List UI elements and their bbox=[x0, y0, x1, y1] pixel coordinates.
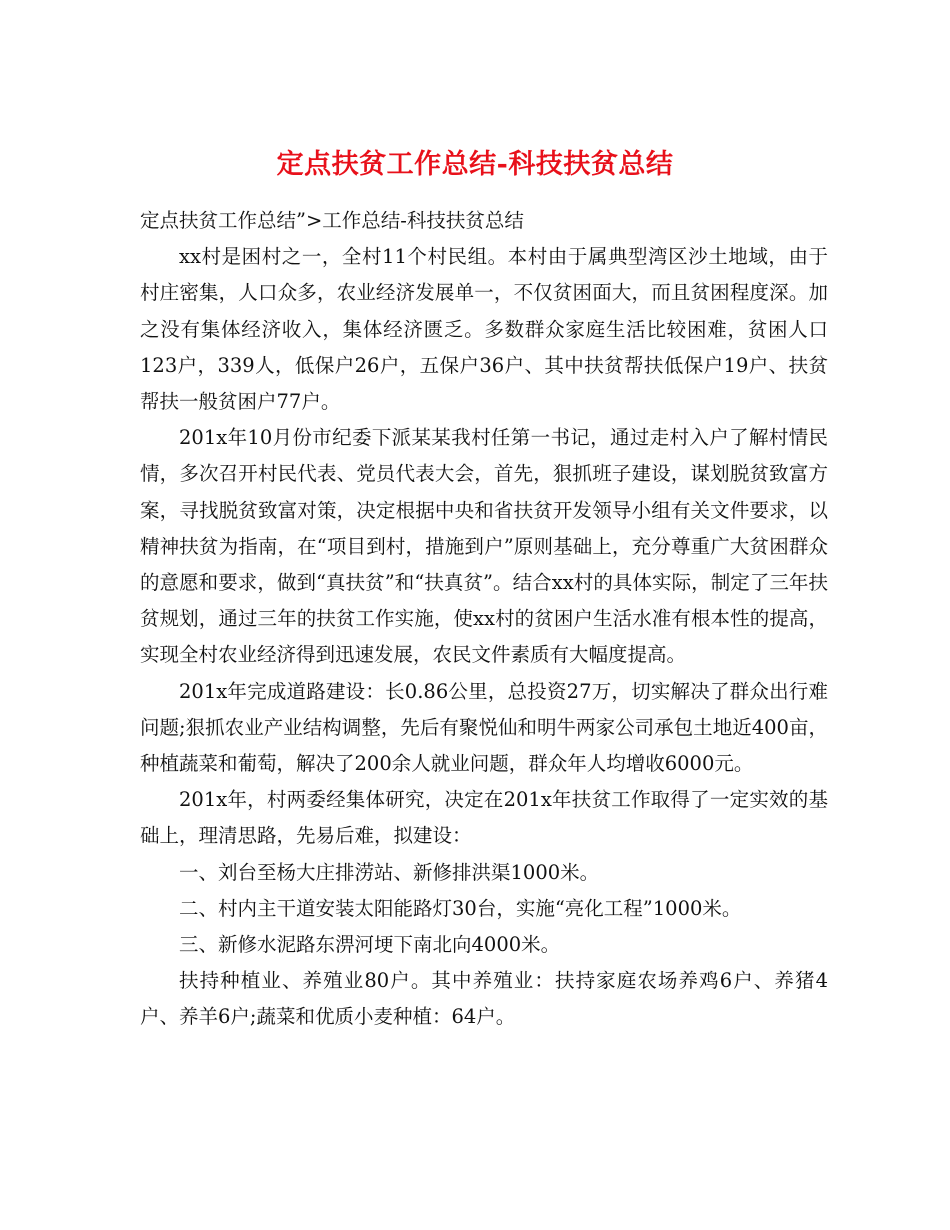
list-item-street-lights: 二、村内主干道安装太阳能路灯30台，实施“亮化工程”1000米。 bbox=[179, 896, 742, 920]
paragraph-village-overview: xx村是困村之一，全村11个村民组。本村由于属典型湾区沙土地域，由于村庄密集，人口众多，农业经济发展单一，不仅贫困面大，而且贫困程度深。加之没有集体经济收入，集体经济匮乏。多数群众家庭生活比较困难，贫困人口123户，339人，低保户26户，五保户36户、其中扶贫帮扶低保户19户、扶贫帮扶一般贫困户77户。 bbox=[140, 245, 828, 414]
paragraph-plan-intro: 201x年，村两委经集体研究，决定在201x年扶贫工作取得了一定实效的基础上，理清思路，先易后难，拟建设： bbox=[140, 788, 828, 848]
paragraph-first-secretary: 201x年10月份市纪委下派某某我村任第一书记，通过走村入户了解村情民情，多次召开村民代表、党员代表大会，首先，狠抓班子建设，谋划脱贫致富方案，寻找脱贫致富对策，决定根据中央和省扶贫开发领导小组有关文件要求，以精神扶贫为指南，在“项目到村，措施到户”原则基础上，充分尊重广大贫困群众的意愿和要求，做到“真扶贫”和“扶真贫”。结合xx村的具体实际，制定了三年扶贫规划，通过三年的扶贫工作实施，使xx村的贫困户生活水准有根本性的提高，实现全村农业经济得到迅速发展，农民文件素质有大幅度提高。 bbox=[140, 426, 828, 667]
list-item-cement-road: 三、新修水泥路东淠河埂下南北向4000米。 bbox=[179, 933, 561, 957]
paragraph-farming-support: 扶持种植业、养殖业80户。其中养殖业：扶持家庭农场养鸡6户、养猪4户、养羊6户;蔬菜和优质小麦种植：64户。 bbox=[140, 969, 828, 1029]
list-item-drainage: 一、刘台至杨大庄排涝站、新修排洪渠1000米。 bbox=[179, 860, 600, 884]
document-subtitle: 定点扶贫工作总结”>工作总结-科技扶贫总结 bbox=[140, 209, 524, 232]
document-body bbox=[140, 203, 828, 1036]
document-title: 定点扶贫工作总结-科技扶贫总结 bbox=[276, 149, 674, 181]
paragraph-road-construction: 201x年完成道路建设：长0.86公里，总投资27万，切实解决了群众出行难问题;狠抓农业产业结构调整，先后有聚悦仙和明牛两家公司承包土地近400亩，种植蔬菜和葡萄，解决了200余人就业问题，群众年人均增收6000元。 bbox=[140, 679, 828, 776]
